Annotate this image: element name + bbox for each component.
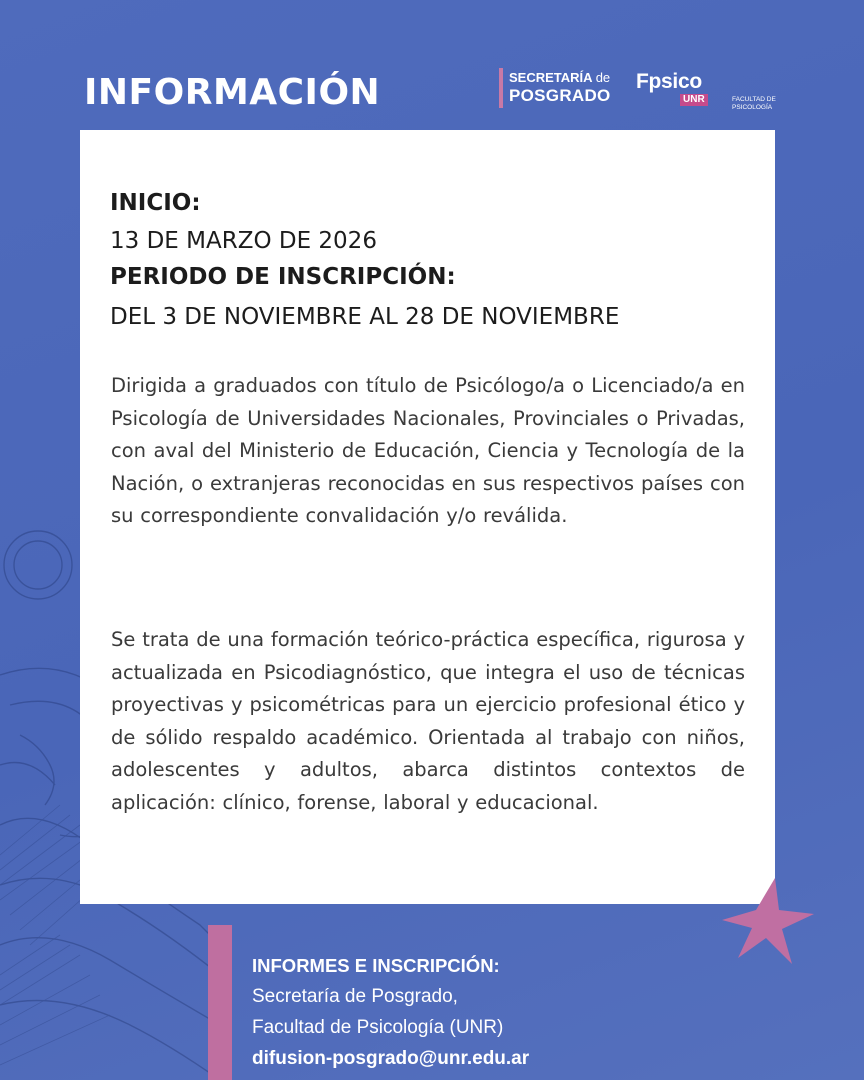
footer-accent-bar xyxy=(208,925,232,1080)
fpsico-logo xyxy=(636,70,776,114)
fpsico-subtitle: FACULTAD DE PSICOLOGÍA xyxy=(732,96,776,111)
inicio-label: INICIO: xyxy=(110,190,201,216)
footer-line-1: Secretaría de Posgrado, xyxy=(252,986,458,1007)
footer-contact xyxy=(252,950,529,1074)
description-paragraph-2: Se trata de una formación teórico-práctica específica, rigurosa y actualizada en Psicodiagnóstico, que integra el uso de técnicas proyectivas y psicométricas para un ejercicio profesional ético y de sólido respaldo académico. Orientada al trabajo con niños, adolescentes y adultos, abarca distintos contextos de aplicación: clínico, forense, laboral y educacional. xyxy=(111,628,745,814)
periodo-label: PERIODO DE INSCRIPCIÓN: xyxy=(110,264,456,290)
description-paragraph-1: Dirigida a graduados con título de Psicólogo/a o Licenciado/a en Psicología de Universidades Nacionales, Provinciales o Privadas, con aval del Ministerio de Educación, Ciencia y Tecnología de la Nación, o extranjeras reconocidas en sus respectivos países con su correspondiente convalidación y/o reválida. xyxy=(111,374,745,527)
contact-email: difusion-posgrado@unr.edu.ar xyxy=(252,1048,530,1069)
periodo-value: DEL 3 DE NOVIEMBRE AL 28 DE NOVIEMBRE xyxy=(110,304,620,330)
fpsico-wordmark: Fpsico xyxy=(636,70,702,93)
logo-secretaria-line1: SECRETARÍA de xyxy=(509,70,611,85)
footer-line-2: Facultad de Psicología (UNR) xyxy=(252,1017,504,1038)
page-title: INFORMACIÓN xyxy=(84,72,381,113)
star-icon xyxy=(718,872,818,972)
info-card xyxy=(80,130,775,904)
inicio-value: 13 DE MARZO DE 2026 xyxy=(110,228,377,254)
footer-title: INFORMES E INSCRIPCIÓN: xyxy=(252,955,500,976)
logo-secretaria-line2: POSGRADO xyxy=(509,86,611,105)
logo-accent-bar xyxy=(499,68,503,108)
unr-badge: UNR xyxy=(680,94,708,106)
